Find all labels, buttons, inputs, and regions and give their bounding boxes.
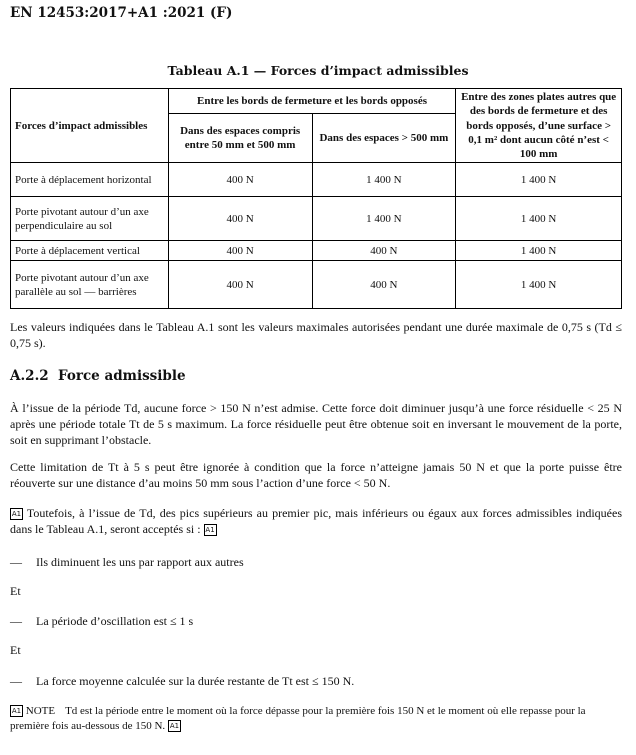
list-item xyxy=(10,674,354,689)
table-row xyxy=(11,241,622,261)
table-caption: Tableau A.1 — Forces d’impact admissibles xyxy=(167,63,469,78)
cell-value: 400 N xyxy=(168,163,312,197)
conjunction: Et xyxy=(10,643,21,657)
list-item-text: La période d’oscillation est ≤ 1 s xyxy=(36,614,194,628)
section-number: A.2.2 xyxy=(10,368,49,384)
paragraph-table-note: Les valeurs indiquées dans le Tableau A.1 sont les valeurs maximales autorisées pendant une durée maximale de 0,75 s (Td ≤ 0,75 s). xyxy=(10,320,622,350)
list-item xyxy=(10,555,244,570)
impact-forces-table xyxy=(10,88,622,309)
cell-value: 1 400 N xyxy=(456,261,622,309)
cell-value: 400 N xyxy=(312,241,456,261)
table-header-row xyxy=(11,89,622,114)
cell-value: 400 N xyxy=(168,197,312,241)
cell-value: 400 N xyxy=(312,261,456,309)
paragraph-peaks xyxy=(10,505,622,537)
dash-bullet: — xyxy=(10,555,22,569)
row-label: Porte pivotant autour d’un axe parallèle au sol — barrières xyxy=(11,261,169,309)
amendment-marker-icon: A1 xyxy=(11,707,22,716)
section-title: Force admissible xyxy=(58,368,186,384)
section-heading xyxy=(10,368,186,384)
row-label: Porte pivotant autour d’un axe perpendiculaire au sol xyxy=(11,197,169,241)
note xyxy=(10,704,622,734)
paragraph-limitation: Cette limitation de Tt à 5 s peut être ignorée à condition que la force n’atteigne jamais 50 N et que la porte puisse être réouverte sur une distance d’au moins 50 mm sous l’action d’une force < 50 N. xyxy=(10,460,622,490)
dash-bullet: — xyxy=(10,674,22,688)
paragraph-peaks-text: Toutefois, à l’issue de Td, des pics supérieurs au premier pic, mais inférieurs ou égaux aux forces admissibles indiquées dans le Tableau A.1, seront acceptés si : xyxy=(10,506,622,536)
cell-value: 1 400 N xyxy=(456,241,622,261)
cell-value: 1 400 N xyxy=(312,197,456,241)
dash-bullet: — xyxy=(10,614,22,628)
cell-value: 1 400 N xyxy=(456,197,622,241)
note-label: NOTE xyxy=(25,705,56,717)
header-small-gap: Dans des espaces compris entre 50 mm et 500 mm xyxy=(168,114,312,163)
header-flat-zones: Entre des zones plates autres que des bords de fermeture et des bords opposés, d’une surface > 0,1 m² dont aucun côté n’est < 100 mm xyxy=(456,89,622,163)
amendment-marker-icon: A1 xyxy=(169,722,180,731)
table-row xyxy=(11,261,622,309)
header-large-gap: Dans des espaces > 500 mm xyxy=(312,114,456,163)
list-item-text: La force moyenne calculée sur la durée restante de Tt est ≤ 150 N. xyxy=(36,674,355,688)
row-label: Porte à déplacement horizontal xyxy=(11,163,169,197)
document-header: EN 12453:2017+A1 :2021 (F) xyxy=(10,5,233,21)
amendment-marker-icon: A1 xyxy=(11,510,22,519)
paragraph-admissible-force: À l’issue de la période Td, aucune force > 150 N n’est admise. Cette force doit diminuer jusqu’à une force résiduelle < 25 N après une période totale Tt de 5 s maximum. La force résiduelle peut être obtenue soit en inversant le mouvement de la porte, soit en supprimant l’obstacle. xyxy=(10,401,622,447)
conjunction: Et xyxy=(10,584,21,598)
amendment-marker-icon: A1 xyxy=(205,526,215,535)
cell-value: 400 N xyxy=(168,261,312,309)
note-text: Td est la période entre le moment où la force dépasse pour la première fois 150 N et le moment où elle repasse pour la première fois au-dessous de 150 N. xyxy=(10,705,586,732)
cell-value: 1 400 N xyxy=(456,163,622,197)
cell-value: 400 N xyxy=(168,241,312,261)
list-item xyxy=(10,614,193,629)
table-row xyxy=(11,197,622,241)
table-row xyxy=(11,163,622,197)
header-forces: Forces d’impact admissibles xyxy=(11,89,169,163)
header-group-edges: Entre les bords de fermeture et les bords opposés xyxy=(168,89,455,114)
cell-value: 1 400 N xyxy=(312,163,456,197)
row-label: Porte à déplacement vertical xyxy=(11,241,169,261)
list-item-text: Ils diminuent les uns par rapport aux autres xyxy=(36,555,244,569)
